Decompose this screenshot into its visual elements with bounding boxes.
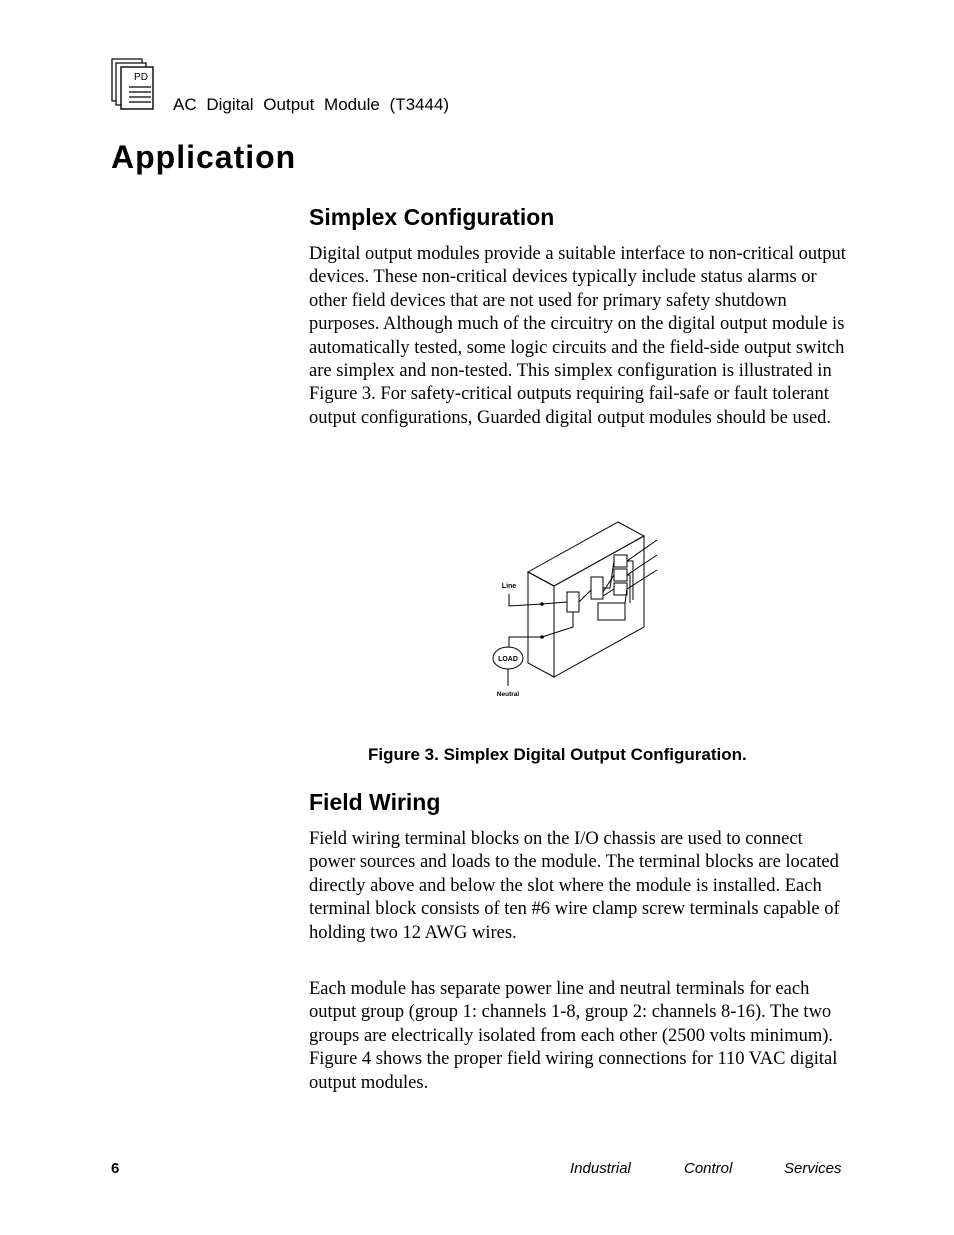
section-heading-field-wiring: Field Wiring: [309, 789, 441, 815]
simplex-output-diagram: [490, 518, 662, 704]
line-label: Line: [501, 583, 517, 590]
simplex-paragraph: Digital output modules provide a suitable interface to non-critical output devices. These non-critical devices typically include status alarms or other field devices that are not used for primary safety shutdown purposes. Although much of the circuitry on the digital output module is automatically tested, some logic circuits and the field-side output switch are simplex and non-tested. This simplex configuration is illustrated in Figure 3. For safety-critical outputs requiring fail-safe or fault tolerant output configurations, Guarded digital output modules should be used.: [309, 244, 846, 428]
footer-word-industrial: Industrial: [570, 1160, 631, 1177]
load-label: LOAD: [498, 656, 518, 663]
footer-word-control: Control: [684, 1160, 733, 1177]
figure-caption: Figure 3. Simplex Digital Output Configuration.: [368, 745, 747, 764]
field-wiring-paragraph-1: Field wiring terminal blocks on the I/O chassis are used to connect power sources and loads to the module. The terminal blocks are located directly above and below the slot where the module is installed. Each terminal block consists of ten #6 wire clamp screw terminals capable of holding two 12 AWG wires.: [309, 829, 840, 943]
section-heading-simplex: Simplex Configuration: [309, 204, 555, 230]
document-header-title: AC Digital Output Module (T3444): [173, 95, 450, 114]
pd-logo: [111, 58, 155, 110]
logo-text: PD: [134, 72, 148, 83]
neutral-label: Neutral: [496, 691, 520, 698]
footer-word-services: Services: [784, 1160, 842, 1177]
page-number: 6: [111, 1160, 120, 1177]
page-title: Application: [111, 139, 297, 175]
field-wiring-paragraph-2: Each module has separate power line and neutral terminals for each output group (group 1: channels 1-8, group 2: channels 8-16). The two groups are electrically isolated from each other (2500 volts minimum). Figure 4 shows the proper field wiring connections for 110 VAC digital output modules.: [309, 979, 838, 1093]
